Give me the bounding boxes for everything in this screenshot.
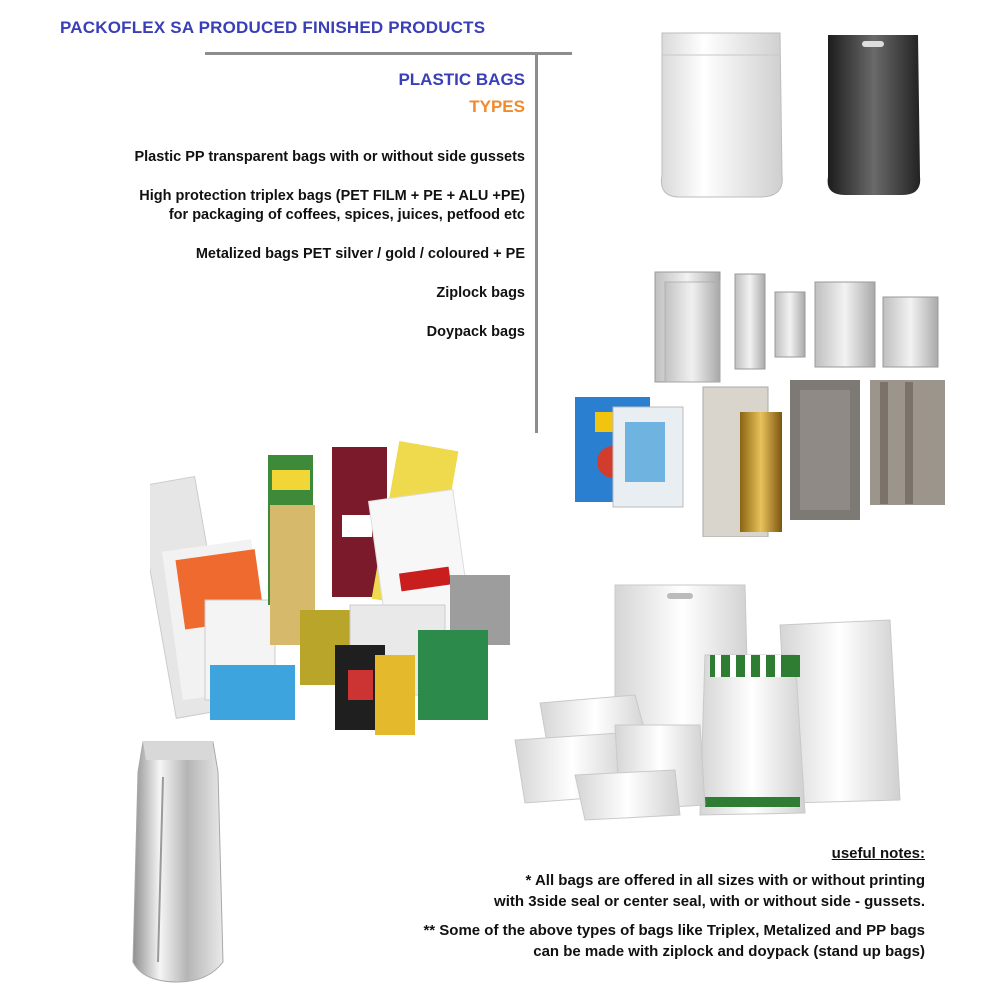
page-title: PACKOFLEX SA PRODUCED FINISHED PRODUCTS <box>60 18 486 37</box>
list-item <box>134 323 525 342</box>
list-item <box>134 284 525 303</box>
list-item <box>134 187 525 225</box>
section-subtitle: TYPES <box>469 97 525 116</box>
list-item-text: for packaging of coffees, spices, juices, petfood etc <box>168 207 525 223</box>
printed-bags-photo <box>150 435 520 735</box>
horizontal-divider <box>205 52 572 55</box>
list-item-text: Plastic PP transparent bags with or without side gussets <box>134 149 525 165</box>
note-line: ** Some of the above types of bags like Triplex, Metalized and PP bags <box>423 922 925 939</box>
list-item <box>134 148 525 167</box>
list-item <box>134 245 525 264</box>
metalized-bags-photo <box>565 262 960 537</box>
note-line: * All bags are offered in all sizes with or without printing <box>525 872 925 889</box>
list-item-text: Doypack bags <box>426 324 525 340</box>
doypack-bags-photo <box>640 25 930 205</box>
list-item-text: Ziplock bags <box>436 285 525 301</box>
note-line: with 3side seal or center seal, with or without side - gussets. <box>494 893 925 910</box>
section-title: PLASTIC BAGS <box>398 70 525 89</box>
note-line: can be made with ziplock and doypack (stand up bags) <box>533 943 925 960</box>
notes-heading: useful notes: <box>831 845 925 862</box>
list-item-text: Metalized bags PET silver / gold / coloured + PE <box>195 246 525 262</box>
useful-notes <box>423 843 925 970</box>
note-2 <box>423 920 925 962</box>
white-bags-photo <box>505 575 915 825</box>
bag-types-list <box>134 148 525 362</box>
list-item-text: High protection triplex bags (PET FILM + PE + ALU +PE) <box>139 188 525 204</box>
silver-bag-photo <box>118 732 243 992</box>
vertical-divider <box>535 55 538 433</box>
note-1 <box>423 870 925 912</box>
